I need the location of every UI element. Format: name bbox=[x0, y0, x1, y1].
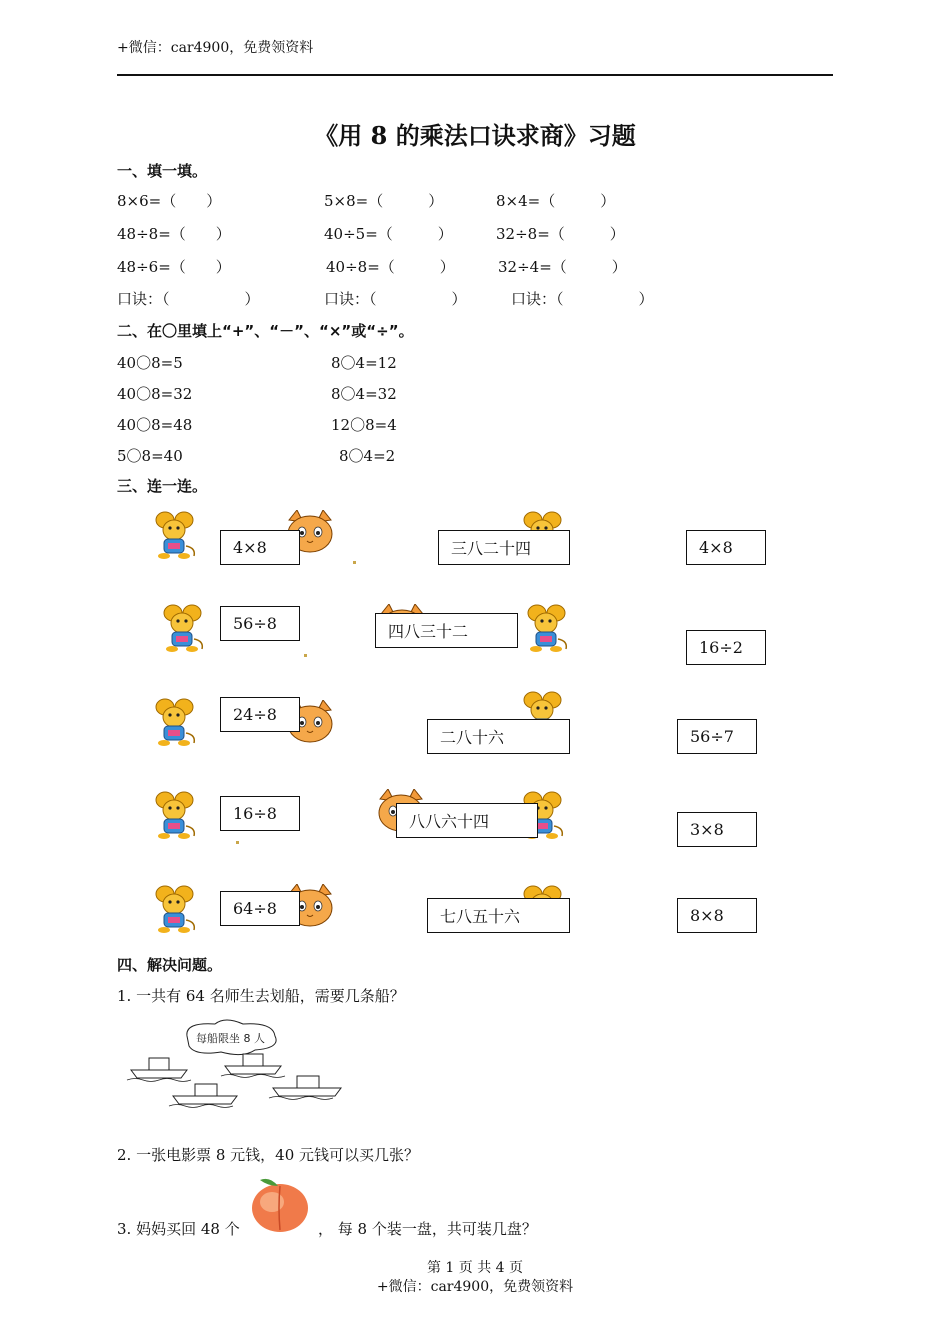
fill-item: 40÷5=（ ） bbox=[324, 225, 453, 243]
match-box-right[interactable]: 3×8 bbox=[677, 812, 757, 847]
match-box-right[interactable]: 16÷2 bbox=[686, 630, 766, 665]
fill-item: 8×4=（ ） bbox=[496, 192, 616, 210]
question-1: 1. 一共有 64 名师生去划船，需要几条船？ bbox=[117, 987, 405, 1005]
decor-dot bbox=[353, 561, 356, 564]
fill-item: 48÷8=（ ） bbox=[117, 225, 231, 243]
footer-note: +微信：car4900，免费领资料 bbox=[376, 1279, 574, 1295]
boat-sign-text: 每船限坐 8 人 bbox=[196, 1032, 265, 1045]
match-box-left[interactable]: 64÷8 bbox=[220, 891, 300, 926]
header-note: +微信：car4900，免费领资料 bbox=[117, 40, 314, 56]
match-box-left[interactable]: 24÷8 bbox=[220, 697, 300, 732]
question-3-part-b: ， 每 8 个装一盘，共可装几盘？ bbox=[318, 1220, 537, 1238]
question-3-part-a: 3. 妈妈买回 48 个 bbox=[117, 1220, 240, 1238]
mouse-icon bbox=[522, 603, 572, 655]
operator-item: 40〇8=48 bbox=[117, 416, 193, 434]
mouse-icon bbox=[150, 884, 200, 936]
operator-item: 12〇8=4 bbox=[331, 416, 397, 434]
mouse-icon bbox=[158, 603, 208, 655]
fill-item: 32÷4=（ ） bbox=[498, 258, 627, 276]
match-box-right[interactable]: 56÷7 bbox=[677, 719, 757, 754]
fill-item: 40÷8=（ ） bbox=[326, 258, 455, 276]
page-number: 第 1 页 共 4 页 bbox=[426, 1260, 524, 1276]
fill-item: 8×6=（ ） bbox=[117, 192, 222, 210]
match-box-middle[interactable]: 七八五十六 bbox=[427, 898, 570, 933]
peach-icon bbox=[248, 1174, 312, 1234]
match-box-right[interactable]: 8×8 bbox=[677, 898, 757, 933]
decor-dot bbox=[304, 654, 307, 657]
match-box-middle[interactable]: 四八三十二 bbox=[375, 613, 518, 648]
operator-item: 8〇4=2 bbox=[339, 447, 396, 465]
match-box-left[interactable]: 4×8 bbox=[220, 530, 300, 565]
section4-heading: 四、解决问题。 bbox=[117, 956, 223, 974]
boats-illustration bbox=[125, 1018, 345, 1113]
match-box-middle[interactable]: 二八十六 bbox=[427, 719, 570, 754]
section1-heading: 一、填一填。 bbox=[117, 162, 208, 180]
header-divider bbox=[117, 74, 833, 76]
decor-dot bbox=[236, 841, 239, 844]
match-box-left[interactable]: 56÷8 bbox=[220, 606, 300, 641]
mnemonic-item: 口诀：（ ） bbox=[117, 290, 260, 308]
question-2: 2. 一张电影票 8 元钱，40 元钱可以买几张？ bbox=[117, 1146, 420, 1164]
fill-item: 5×8=（ ） bbox=[324, 192, 444, 210]
match-box-left[interactable]: 16÷8 bbox=[220, 796, 300, 831]
operator-item: 40〇8=32 bbox=[117, 385, 193, 403]
operator-item: 40〇8=5 bbox=[117, 354, 183, 372]
mnemonic-item: 口诀：（ ） bbox=[511, 290, 654, 308]
page-title: 《用 8 的乘法口诀求商》习题 bbox=[314, 121, 636, 150]
fill-item: 48÷6=（ ） bbox=[117, 258, 231, 276]
operator-item: 8〇4=12 bbox=[331, 354, 397, 372]
match-box-right[interactable]: 4×8 bbox=[686, 530, 766, 565]
match-box-middle[interactable]: 三八二十四 bbox=[438, 530, 570, 565]
operator-item: 5〇8=40 bbox=[117, 447, 183, 465]
mouse-icon bbox=[150, 697, 200, 749]
mouse-icon bbox=[150, 510, 200, 562]
operator-item: 8〇4=32 bbox=[331, 385, 397, 403]
section3-heading: 三、连一连。 bbox=[117, 477, 208, 495]
fill-item: 32÷8=（ ） bbox=[496, 225, 625, 243]
mnemonic-item: 口诀：（ ） bbox=[324, 290, 467, 308]
section2-heading: 二、在〇里填上“+”、“－”、“×”或“÷”。 bbox=[117, 322, 414, 340]
mouse-icon bbox=[150, 790, 200, 842]
match-box-middle[interactable]: 八八六十四 bbox=[396, 803, 538, 838]
